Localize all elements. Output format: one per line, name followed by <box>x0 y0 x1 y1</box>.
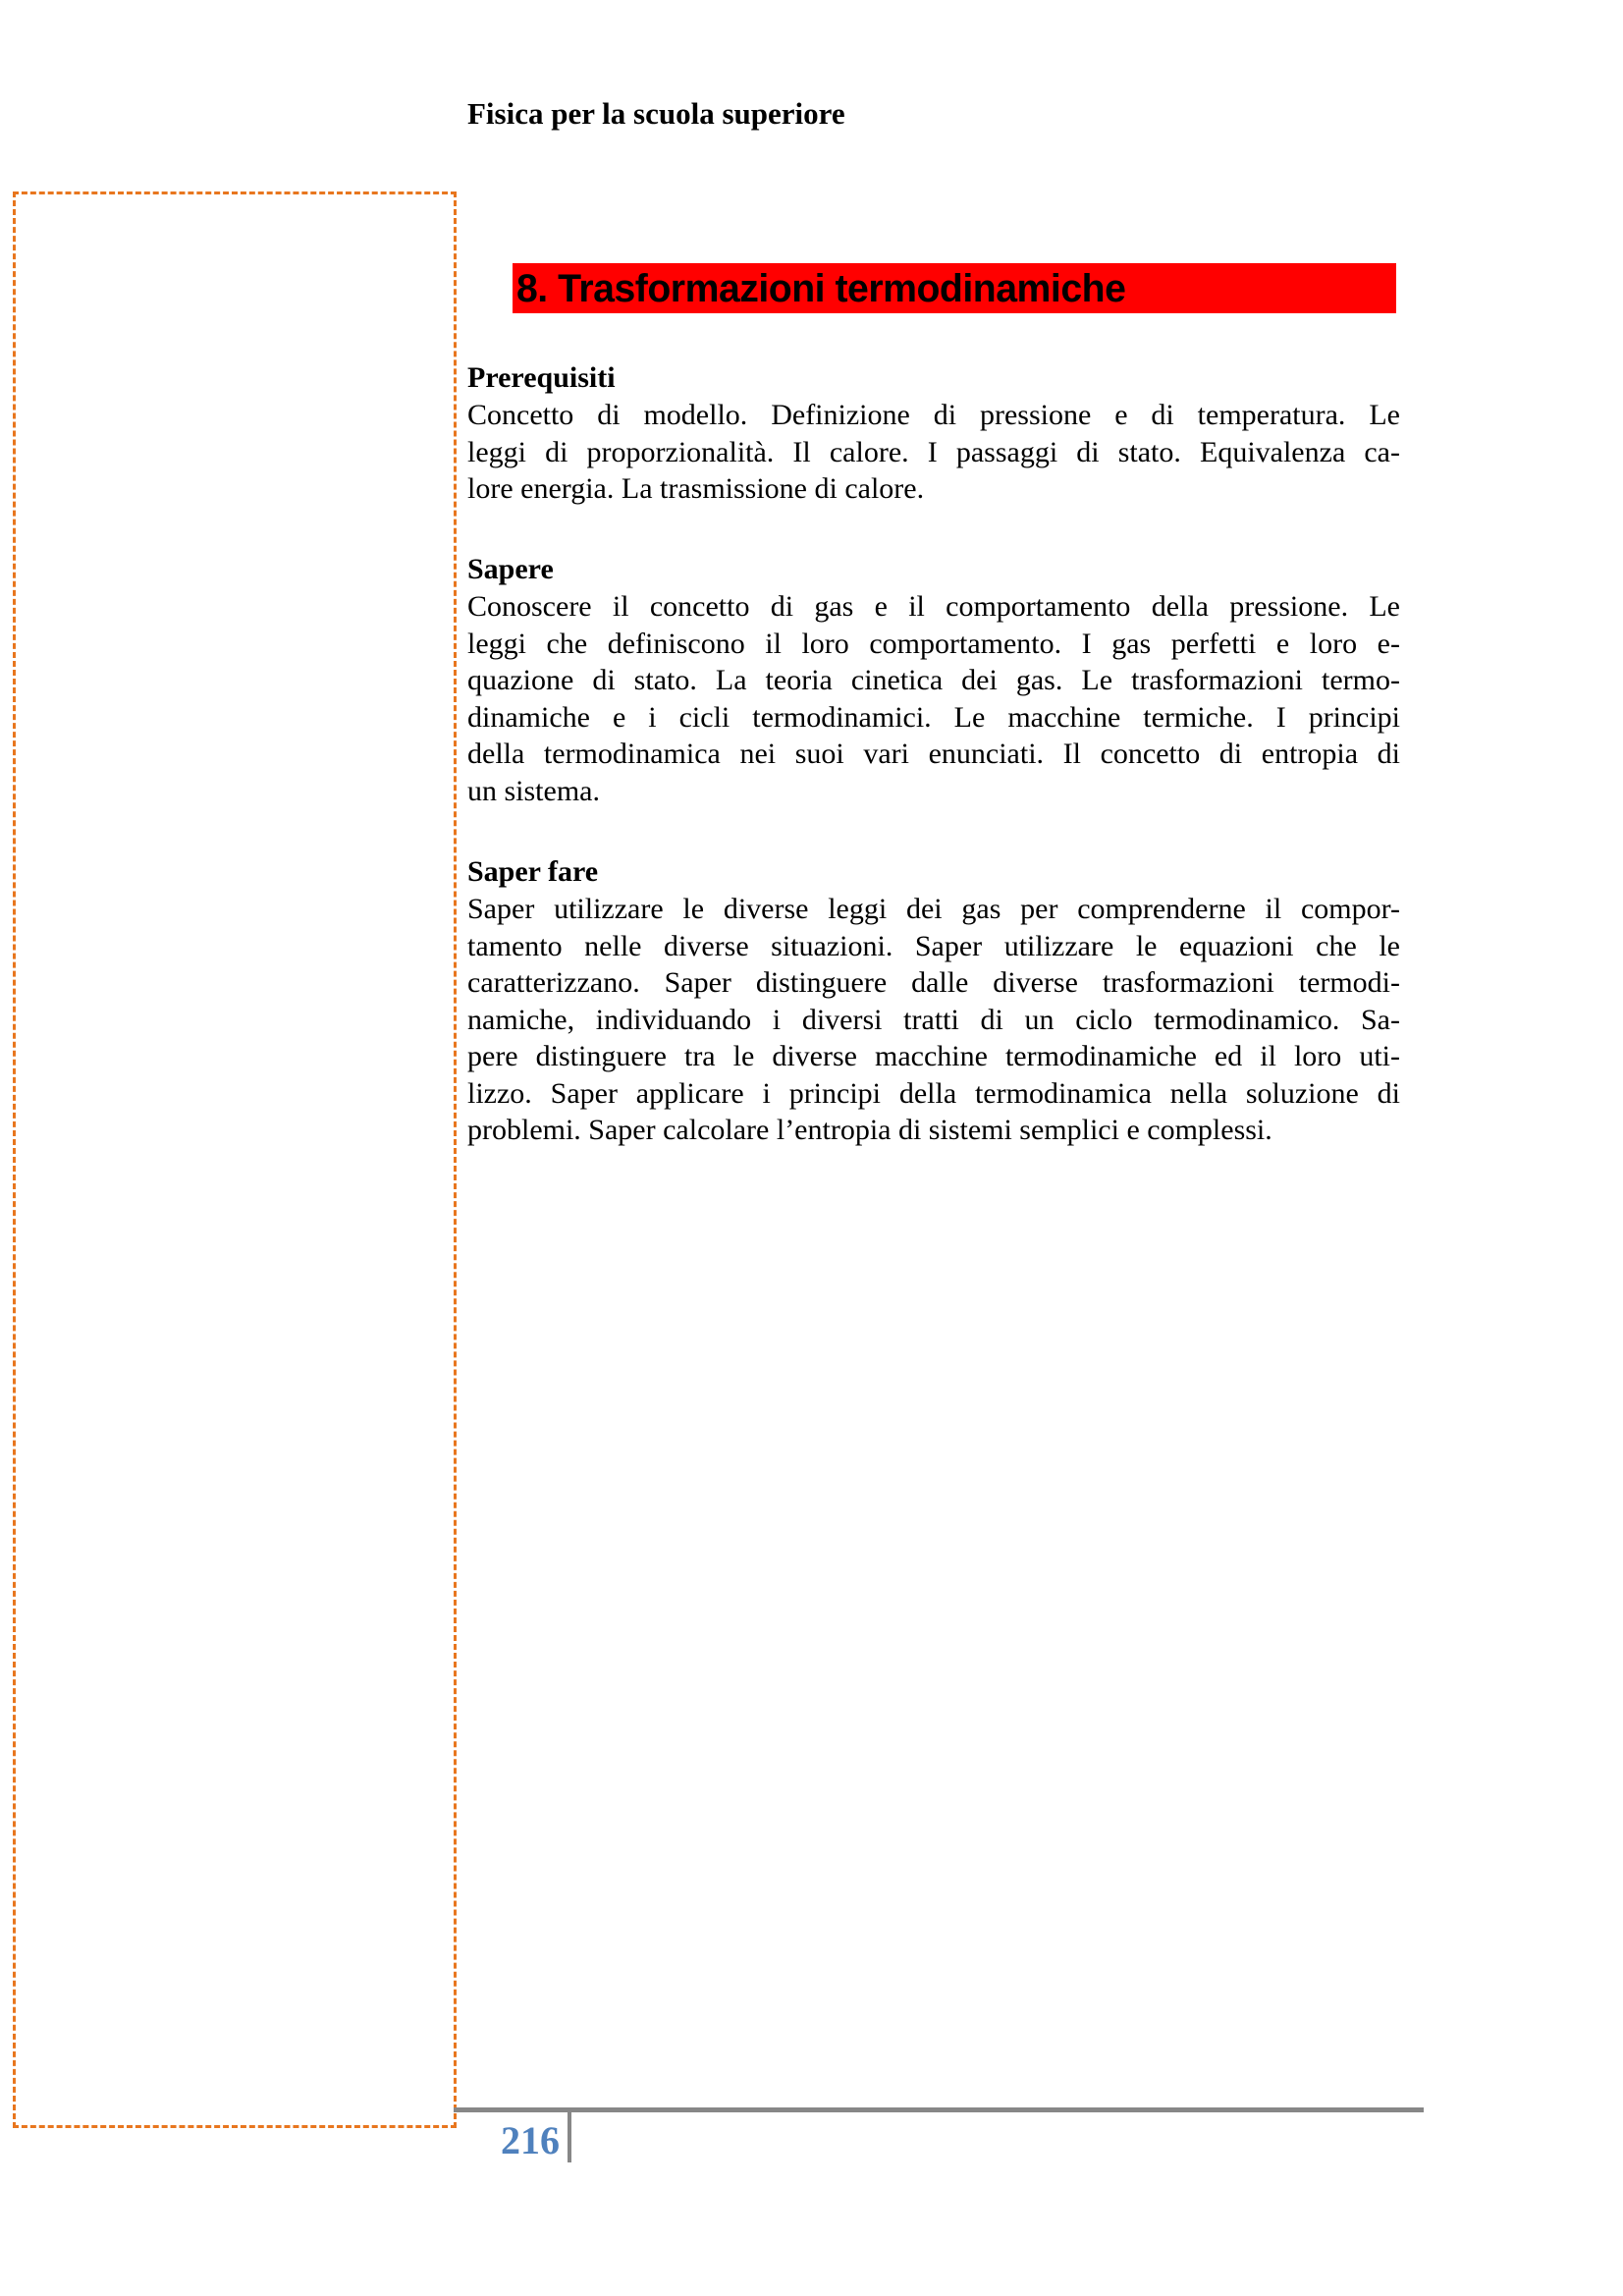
body-line: Conoscere il concetto di gas e il comportamento della pressione. Le <box>467 590 1400 623</box>
section-body <box>467 588 1400 809</box>
body-line: namiche, individuando i diversi tratti di un ciclo termodinamico. Sa- <box>467 1003 1400 1036</box>
page-number: 216 <box>501 2118 560 2162</box>
body-line: pere distinguere tra le diverse macchine termodinamiche ed il loro uti- <box>467 1040 1400 1072</box>
section-saper-fare <box>467 853 1400 1149</box>
section-sapere <box>467 551 1400 809</box>
body-line: tamento nelle diverse situazioni. Saper utilizzare le equazioni che le <box>467 929 1400 962</box>
body-line: della termodinamica nei suoi vari enunciati. Il concetto di entropia di <box>467 738 1400 770</box>
body-line: problemi. Saper calcolare l’entropia di sistemi semplici e complessi. <box>467 1114 1272 1146</box>
margin-note-box <box>13 191 457 2128</box>
footer-rule <box>454 2107 1424 2112</box>
section-heading: Sapere <box>467 553 554 585</box>
chapter-title: 8. Trasformazioni termodinamiche <box>516 267 1126 310</box>
body-line: un sistema. <box>467 774 600 807</box>
body-line: leggi che definiscono il loro comportamento. I gas perfetti e loro e- <box>467 627 1400 660</box>
body-line: Concetto di modello. Definizione di pressione e di temperatura. Le <box>467 399 1400 431</box>
section-prerequisiti <box>467 359 1400 508</box>
body-line: lizzo. Saper applicare i principi della termodinamica nella soluzione di <box>467 1076 1400 1110</box>
body-line: Saper utilizzare le diverse leggi dei gas per comprenderne il compor- <box>467 893 1400 925</box>
body-line: lore energia. La trasmissione di calore. <box>467 472 925 505</box>
body-line: quazione di stato. La teoria cinetica dei gas. Le trasformazioni termo- <box>467 664 1400 696</box>
section-body <box>467 891 1400 1149</box>
running-header: Fisica per la scuola superiore <box>467 96 845 131</box>
body-line: leggi di proporzionalità. Il calore. I passaggi di stato. Equivalenza ca- <box>467 435 1400 468</box>
footer-divider <box>568 2111 571 2162</box>
body-line: caratterizzano. Saper distinguere dalle diverse trasformazioni termodi- <box>467 966 1400 999</box>
section-heading: Prerequisiti <box>467 361 616 394</box>
body-line: dinamiche e i cicli termodinamici. Le macchine termiche. I principi <box>467 700 1400 734</box>
section-body <box>467 397 1400 508</box>
section-heading: Saper fare <box>467 855 599 888</box>
